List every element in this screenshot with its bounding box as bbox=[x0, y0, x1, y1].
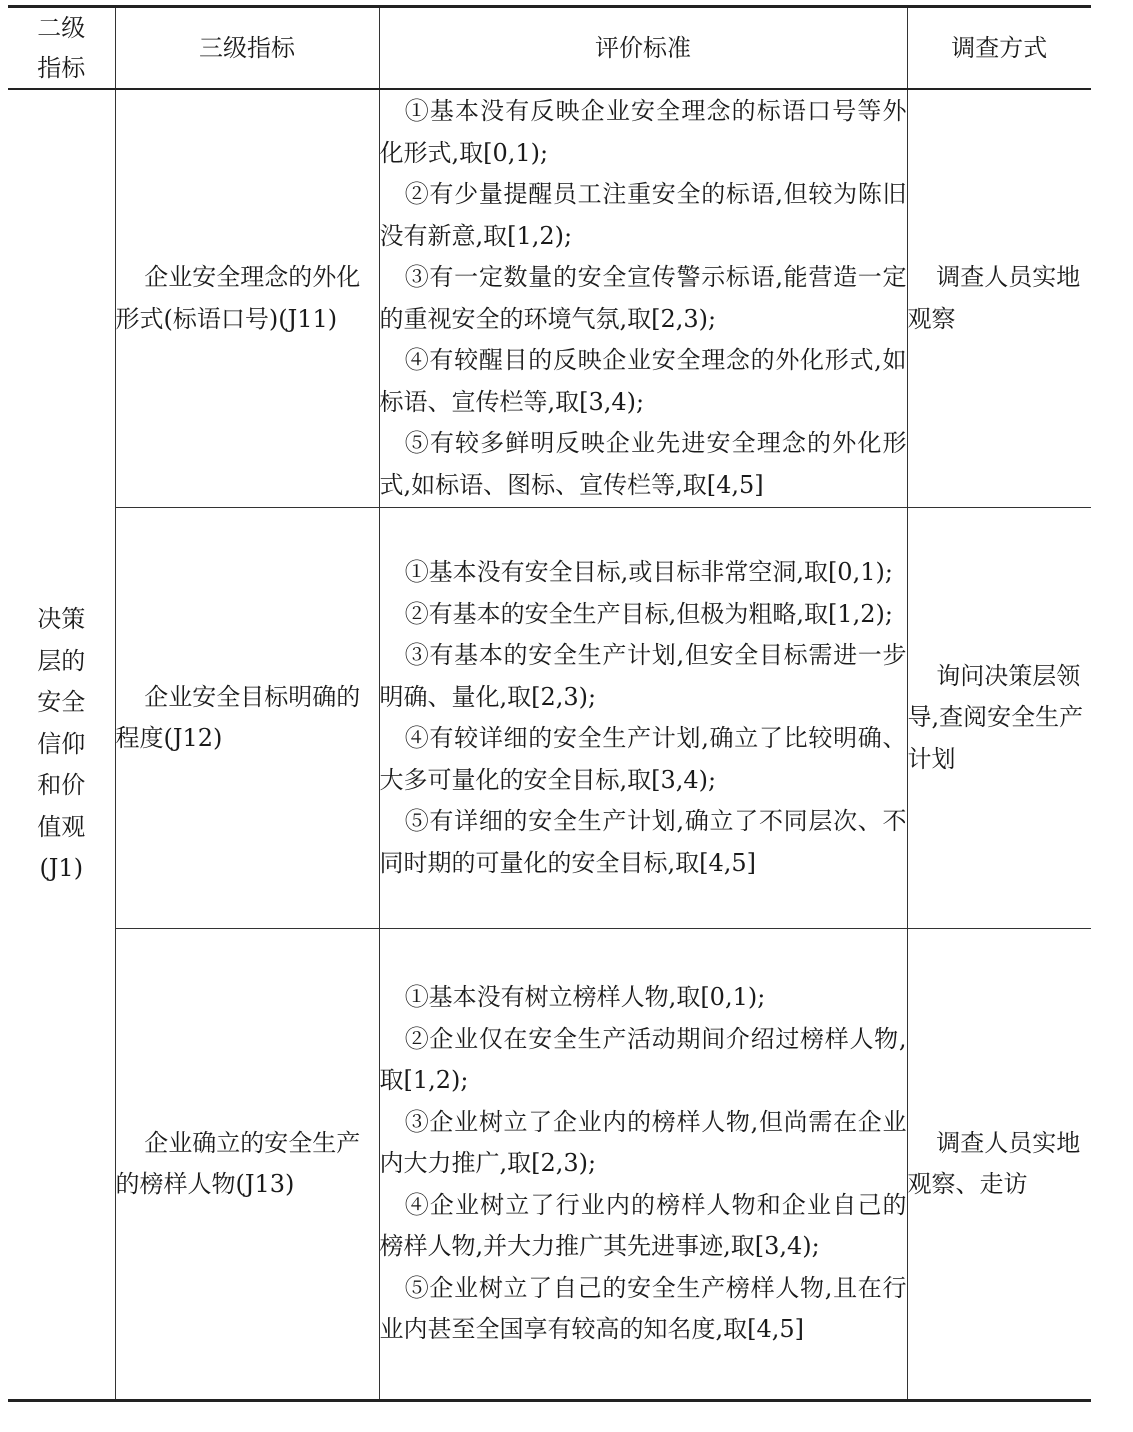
level2-indicator-cell bbox=[8, 89, 115, 1401]
evaluation-index-table bbox=[8, 5, 1091, 1402]
level3-indicator-cell: 企业确立的安全生产的榜样人物(J13) bbox=[115, 929, 379, 1401]
level2-indicator-label: 决策层的安全信仰和价值观(J1) bbox=[37, 605, 86, 883]
criterion-item: ①基本没有安全目标,或目标非常空洞,取[0,1); bbox=[404, 558, 893, 586]
criterion-item: ③有一定数量的安全宣传警示标语,能营造一定的重视安全的环境气氛,取[2,3); bbox=[379, 263, 907, 333]
header-level2-indicator: 二级指标 bbox=[8, 7, 115, 90]
criterion-item: ①基本没有树立榜样人物,取[0,1); bbox=[404, 983, 766, 1012]
criterion-item: ④有较醒目的反映企业安全理念的外化形式,如标语、宣传栏等,取[3,4); bbox=[379, 346, 907, 416]
table-row bbox=[8, 89, 1091, 508]
evaluation-criteria-cell bbox=[379, 508, 907, 929]
level3-indicator-cell: 企业安全目标明确的程度(J12) bbox=[115, 508, 379, 929]
evaluation-criteria-cell bbox=[379, 89, 907, 508]
criterion-item: ②企业仅在安全生产活动期间介绍过榜样人物,取[1,2); bbox=[379, 1024, 907, 1095]
header-survey-method: 调查方式 bbox=[907, 7, 1091, 90]
criterion-item: ④企业树立了行业内的榜样人物和企业自己的榜样人物,并大力推广其先进事迹,取[3,4); bbox=[379, 1190, 907, 1261]
criterion-item: ③有基本的安全生产计划,但安全目标需进一步明确、量化,取[2,3); bbox=[379, 641, 907, 711]
evaluation-criteria-cell bbox=[379, 929, 907, 1401]
criterion-item: ⑤有较多鲜明反映企业先进安全理念的外化形式,如标语、图标、宣传栏等,取[4,5] bbox=[379, 429, 907, 499]
survey-method-cell: 调查人员实地观察、走访 bbox=[907, 929, 1091, 1401]
criterion-item: ⑤企业树立了自己的安全生产榜样人物,且在行业内甚至全国享有较高的知名度,取[4,5] bbox=[379, 1273, 907, 1344]
header-evaluation-criteria: 评价标准 bbox=[379, 7, 907, 90]
criterion-item: ②有少量提醒员工注重安全的标语,但较为陈旧没有新意,取[1,2); bbox=[379, 180, 907, 250]
criterion-item: ③企业树立了企业内的榜样人物,但尚需在企业内大力推广,取[2,3); bbox=[379, 1107, 907, 1178]
criterion-item: ⑤有详细的安全生产计划,确立了不同层次、不同时期的可量化的安全目标,取[4,5] bbox=[379, 807, 907, 877]
table-header-row bbox=[8, 7, 1091, 90]
header-level3-indicator: 三级指标 bbox=[115, 7, 379, 90]
table-row bbox=[8, 929, 1091, 1401]
survey-method-cell: 调查人员实地观察 bbox=[907, 89, 1091, 508]
table-row bbox=[8, 508, 1091, 929]
evaluation-table-container bbox=[8, 5, 1091, 1402]
level3-indicator-cell: 企业安全理念的外化形式(标语口号)(J11) bbox=[115, 89, 379, 508]
criterion-item: ②有基本的安全生产目标,但极为粗略,取[1,2); bbox=[404, 599, 893, 628]
survey-method-cell: 询问决策层领导,查阅安全生产计划 bbox=[907, 508, 1091, 929]
criterion-item: ④有较详细的安全生产计划,确立了比较明确、大多可量化的安全目标,取[3,4); bbox=[379, 724, 907, 794]
criterion-item: ①基本没有反映企业安全理念的标语口号等外化形式,取[0,1); bbox=[379, 97, 907, 167]
